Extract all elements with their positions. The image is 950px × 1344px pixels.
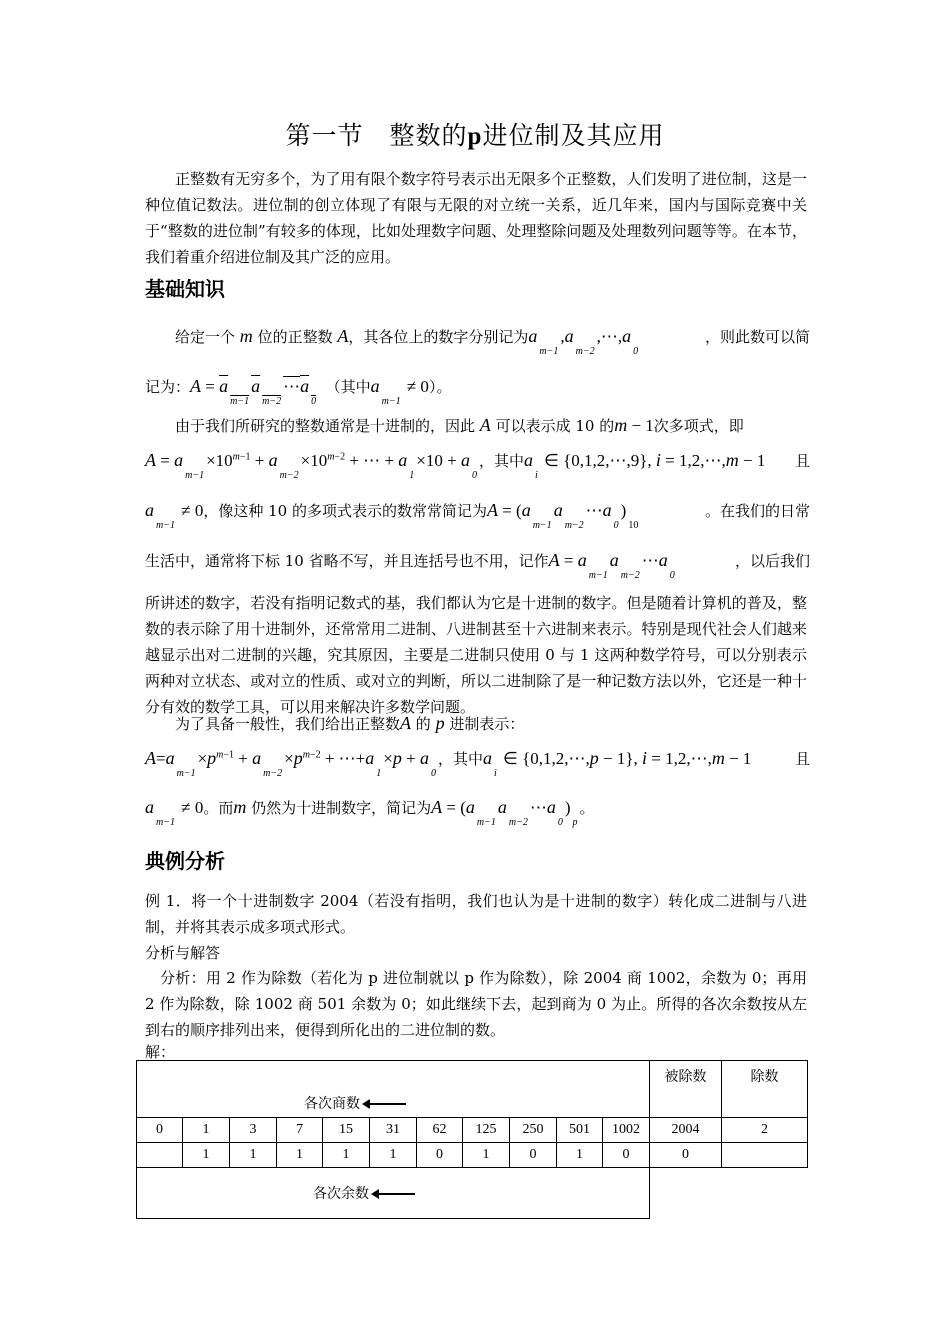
- section-heading-examples: 典例分析: [145, 849, 225, 873]
- decimal-line: 由于我们所研究的整数通常是十进制的，因此 A 可以表示成 10 的m − 1次多项式，即: [175, 415, 744, 435]
- divisor-header: 除数: [722, 1061, 808, 1118]
- abbrev-line: $a_{m-1} \ne 0$，像这种 10 的多项式表示的数常常简记为$A = (a_{m-1}a_{m-2}\cdots a_0)_{10}$ 。在我们的日常: [145, 500, 810, 531]
- quotient-cell: 501: [557, 1118, 603, 1143]
- remainder-cell: 1: [230, 1143, 277, 1168]
- dividend-remainder-cell: 0: [650, 1143, 722, 1168]
- quotient-cell: 250: [510, 1118, 557, 1143]
- simplified-line: 生活中，通常将下标 10 省略不写，并且连括号也不用，记作$A = a_{m-1}a_{m-2}\cdots a_0$ ，以后我们: [145, 550, 810, 581]
- quotient-cell: 3: [230, 1118, 277, 1143]
- page-title: 第一节 整数的p进位制及其应用: [285, 121, 665, 150]
- empty-cell: [722, 1143, 808, 1168]
- remainder-cell: [137, 1143, 183, 1168]
- remainder-row: [137, 1143, 808, 1168]
- quotient-cell: 125: [463, 1118, 510, 1143]
- notation-line: 记为：$A = a_{m-1}a_{m-2}\cdots a_0$ （其中$a_{m-1} \ne 0$）。: [145, 376, 452, 407]
- blank-corner: [650, 1168, 808, 1219]
- remainder-cell: 0: [510, 1143, 557, 1168]
- left-arrow-icon: [364, 1103, 406, 1105]
- remainder-cell: 1: [557, 1143, 603, 1168]
- analysis-text: 分析：用 2 作为除数（若化为 p 进位制就以 p 作为除数），除 2004 商 1002，余数为 0；再用 2 作为除数，除 1002 商 501 余数为 0；如此继续下去，起到商为 0 为止。所得的各次余数按从左到右的顺序排列出来，便得到所化出的二进位制的数。: [145, 969, 807, 1039]
- quotient-label-cell: [137, 1061, 650, 1118]
- definition-line: 给定一个 m 位的正整数 A，其各位上的数字分别记为$a_{m-1},a_{m-2},\cdots,a_0$ ，则此数可以简: [175, 326, 810, 357]
- quotient-cell: 7: [277, 1118, 323, 1143]
- remainder-label-cell: [137, 1168, 650, 1219]
- remainder-cell: 1: [323, 1143, 370, 1168]
- binary-paragraph: 所讲述的数字，若没有指明记数式的基，我们都认为它是十进制的数字。但是随着计算机的普及，整数的表示除了用十进制外，还常常用二进制、八进制甚至十六进制来表示。特别是现代社会人们越来越显示出对二进制的兴趣，究其原因，主要是二进制只使用 0 与 1 这两种数学符号，可以分别表示两种对立状态、或对立的性质、或对立的判断，所以二进制除了是一种记数方法以外，它还是一种十分有效的数学工具，可以用来解决许多数学问题。: [145, 594, 807, 716]
- remainder-label: 各次余数: [313, 1186, 369, 1202]
- dividend-header: 被除数: [650, 1061, 722, 1118]
- solution-label: 解：: [145, 1043, 176, 1061]
- quotient-row: [137, 1118, 808, 1143]
- quotient-cell: 0: [137, 1118, 183, 1143]
- p-ary-polynomial-line: $A=a_{m-1}\times p^{m-1} + a_{m-2}\times p^{m-2}$ + $\cdots+a_1\times p + a_0$，其中$a_i$ ∈ {0,1,2,⋯,p − 1}, i = 1,2,⋯,m − 1 且: [145, 748, 810, 779]
- section-heading-basics: 基础知识: [145, 277, 225, 301]
- remainder-cell: 1: [463, 1143, 510, 1168]
- remainder-cell: 1: [183, 1143, 230, 1168]
- p-ary-abbrev-line: $a_{m-1} \ne 0$。而m 仍然为十进制数字，简记为$A = (a_{m-1}a_{m-2}\cdots a_0)_p$。: [145, 797, 595, 828]
- remainder-cell: 1: [277, 1143, 323, 1168]
- analysis-header: 分析与解答: [145, 944, 221, 962]
- quotient-cell: 62: [417, 1118, 463, 1143]
- remainder-cell: 0: [417, 1143, 463, 1168]
- left-arrow-icon: [373, 1193, 415, 1195]
- quotient-cell: 15: [323, 1118, 370, 1143]
- remainder-cell: 0: [603, 1143, 650, 1168]
- quotient-cell: 31: [370, 1118, 417, 1143]
- division-table: [136, 1060, 808, 1219]
- divisor-cell: 2: [722, 1118, 808, 1143]
- intro-paragraph: 正整数有无穷多个，为了用有限个数字符号表示出无限多个正整数，人们发明了进位制，这是一种位值记数法。进位制的创立体现了有限与无限的对立统一关系，近几年来，国内与国际竞赛中关于“整数的进位制”有较多的体现，比如处理数字问题、处理整除问题及处理数列问题等等。在本节，我们着重介绍进位制及其广泛的应用。: [145, 170, 807, 266]
- remainder-cell: 1: [370, 1143, 417, 1168]
- quotient-cell: 1002: [603, 1118, 650, 1143]
- dividend-cell: 2004: [650, 1118, 722, 1143]
- quotient-label: 各次商数: [304, 1096, 360, 1112]
- p-ary-intro: 为了具备一般性，我们给出正整数A 的 p 进制表示：: [175, 713, 525, 733]
- example-question: 例 1．将一个十进制数字 2004（若没有指明，我们也认为是十进制的数字）转化成二进制与八进制，并将其表示成多项式形式。: [145, 892, 807, 936]
- quotient-cell: 1: [183, 1118, 230, 1143]
- polynomial-line: $A = a_{m-1}\times 10^{m-1} + a_{m-2}\times 10^{m-2}$ + ⋯ + $a_1\times 10 + a_0$，其中$a_i$ ∈ {0,1,2,⋯,9}, i = 1,2,⋯,m − 1 且: [145, 450, 810, 481]
